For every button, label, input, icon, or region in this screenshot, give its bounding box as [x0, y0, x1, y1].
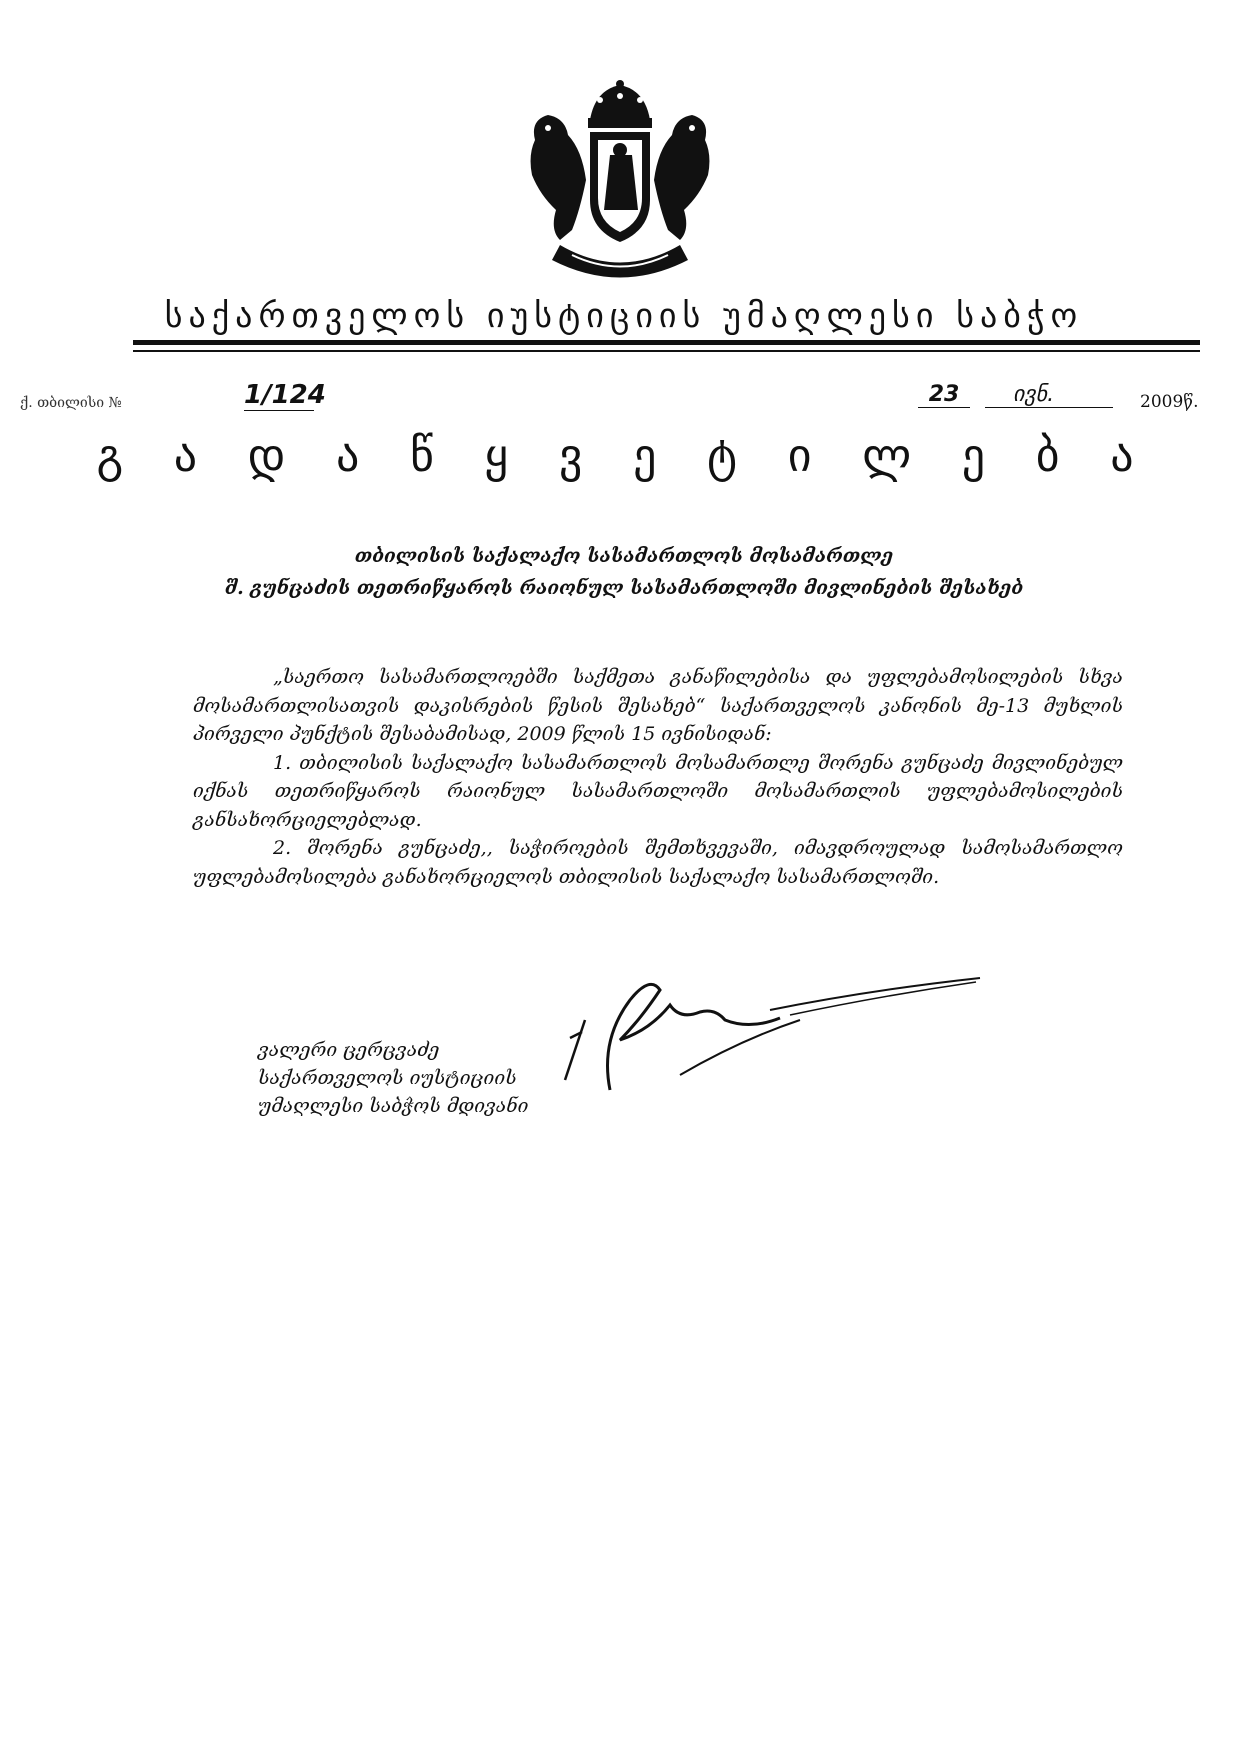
registration-number: 1/124	[244, 380, 326, 410]
registration-label: ქ. თბილისი №	[20, 395, 122, 411]
signer-title-line-2: უმაღლესი საბჭოს მდივანი	[258, 1095, 529, 1117]
header-rule-thick	[133, 340, 1200, 345]
subject-line-2: შ. გუნცაძის თეთრიწყაროს რაიონულ სასამართლოში მივლინების შესახებ	[224, 577, 1024, 599]
coat-of-arms-emblem	[520, 80, 720, 285]
document-subject	[0, 540, 1248, 604]
date-year: 2009წ.	[1140, 392, 1199, 412]
body-preamble: „საერთო სასამართლოებში საქმეთა განაწილებისა და უფლებამოსილების სხვა მოსამართლისათვის დაკისრების წესის შესახებ“ საქართველოს კანონის მე-13 მუხლის პირველი პუნქტის შესაბამისად, 2009 წლის 15 ივნისიდან:	[193, 666, 1123, 745]
document-body	[193, 663, 1123, 891]
document-type-title: გ ა დ ა წ ყ ვ ე ტ ი ლ ე ბ ა	[96, 428, 1152, 482]
header-rule-thin	[133, 350, 1200, 352]
signer-name: ვალერი ცერცვაძე	[258, 1039, 440, 1061]
subject-line-1: თბილისის საქალაქო სასამართლოს მოსამართლე	[354, 545, 894, 567]
body-item-1: 1. თბილისის საქალაქო სასამართლოს მოსამართლე შორენა გუნცაძე მივლინებულ იქნას თეთრიწყაროს რაიონულ სასამართლოში მოსამართლის უფლებამოსილების განსახორციელებლად.	[193, 751, 1123, 831]
council-name-heading: საქართველოს იუსტიციის უმაღლესი საბჭო	[164, 296, 1084, 336]
date-day: 23	[918, 382, 970, 408]
signer-block	[258, 1036, 528, 1120]
body-item-2: 2. შორენა გუნცაძე,, საჭიროების შემთხვევაში, იმავდროულად სამოსამართლო უფლებამოსილება განახორციელოს თბილისის საქალაქო სასამართლოში.	[193, 837, 1123, 888]
signer-title-line-1: საქართველოს იუსტიციის	[258, 1067, 517, 1089]
date-month: ივნ.	[985, 382, 1113, 408]
handwritten-signature	[540, 960, 1000, 1110]
